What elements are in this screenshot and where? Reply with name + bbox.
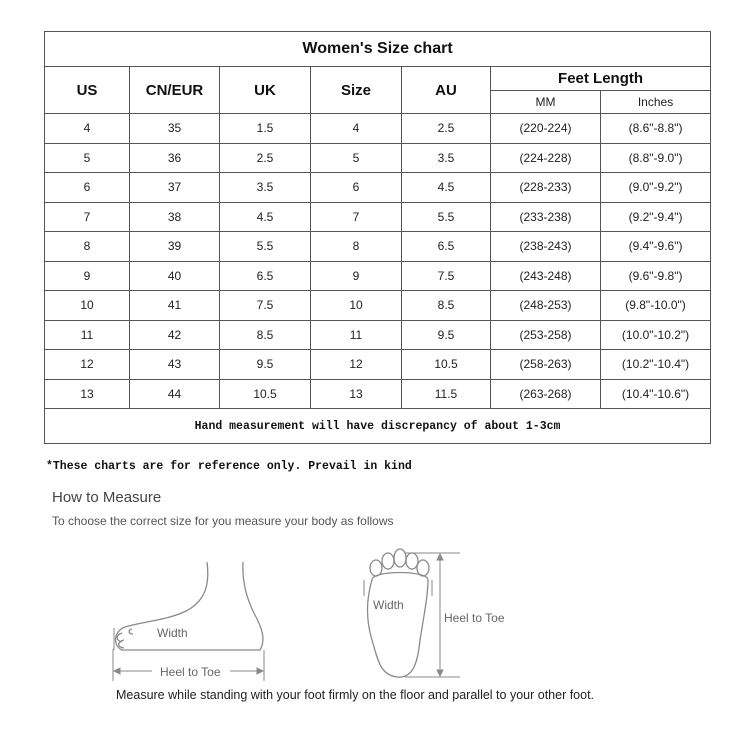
measure-instruction: Measure while standing with your foot firmly on the floor and parallel to your other foot.	[116, 688, 595, 702]
how-to-measure-title: How to Measure	[52, 489, 162, 506]
cell-inches: (8.8"-9.0")	[601, 143, 711, 173]
reference-disclaimer: *These charts are for reference only. Prevail in kind	[46, 460, 412, 473]
cell-mm: (238-243)	[491, 232, 601, 262]
column-header-inches: Inches	[601, 91, 711, 114]
column-header-mm: MM	[491, 91, 601, 114]
cell-size: 9	[311, 261, 402, 291]
cell-au: 11.5	[402, 379, 491, 409]
cell-au: 4.5	[402, 173, 491, 203]
cell-cn-eur: 38	[130, 202, 220, 232]
cell-cn-eur: 40	[130, 261, 220, 291]
cell-inches: (10.2"-10.4")	[601, 350, 711, 380]
cell-cn-eur: 44	[130, 379, 220, 409]
cell-inches: (9.6"-9.8")	[601, 261, 711, 291]
cell-mm: (228-233)	[491, 173, 601, 203]
cell-mm: (253-258)	[491, 320, 601, 350]
cell-size: 8	[311, 232, 402, 262]
column-header-us: US	[45, 67, 130, 114]
cell-cn-eur: 35	[130, 114, 220, 144]
column-header-cn-eur: CN/EUR	[130, 67, 220, 114]
cell-cn-eur: 37	[130, 173, 220, 203]
column-header-uk: UK	[220, 67, 311, 114]
cell-us: 4	[45, 114, 130, 144]
cell-size: 10	[311, 291, 402, 321]
cell-size: 6	[311, 173, 402, 203]
cell-mm: (258-263)	[491, 350, 601, 380]
cell-size: 11	[311, 320, 402, 350]
cell-uk: 8.5	[220, 320, 311, 350]
cell-us: 13	[45, 379, 130, 409]
cell-uk: 4.5	[220, 202, 311, 232]
cell-au: 5.5	[402, 202, 491, 232]
cell-inches: (9.0"-9.2")	[601, 173, 711, 203]
cell-us: 9	[45, 261, 130, 291]
cell-size: 13	[311, 379, 402, 409]
sole-width-label: Width	[373, 598, 404, 612]
cell-inches: (10.0"-10.2")	[601, 320, 711, 350]
cell-us: 7	[45, 202, 130, 232]
measurement-note: Hand measurement will have discrepancy of about 1-3cm	[45, 409, 711, 444]
cell-cn-eur: 36	[130, 143, 220, 173]
cell-au: 10.5	[402, 350, 491, 380]
cell-uk: 7.5	[220, 291, 311, 321]
cell-inches: (9.2"-9.4")	[601, 202, 711, 232]
cell-mm: (243-248)	[491, 261, 601, 291]
cell-size: 5	[311, 143, 402, 173]
cell-us: 12	[45, 350, 130, 380]
cell-us: 5	[45, 143, 130, 173]
cell-inches: (9.4"-9.6")	[601, 232, 711, 262]
cell-uk: 3.5	[220, 173, 311, 203]
cell-uk: 9.5	[220, 350, 311, 380]
cell-inches: (10.4"-10.6")	[601, 379, 711, 409]
cell-au: 7.5	[402, 261, 491, 291]
cell-au: 8.5	[402, 291, 491, 321]
cell-inches: (8.6"-8.8")	[601, 114, 711, 144]
column-header-feet-length: Feet Length	[491, 67, 711, 91]
cell-mm: (248-253)	[491, 291, 601, 321]
cell-cn-eur: 41	[130, 291, 220, 321]
cell-size: 4	[311, 114, 402, 144]
cell-cn-eur: 39	[130, 232, 220, 262]
cell-au: 9.5	[402, 320, 491, 350]
table-title: Women's Size chart	[45, 32, 711, 67]
cell-us: 8	[45, 232, 130, 262]
cell-us: 11	[45, 320, 130, 350]
sole-foot-icon	[368, 549, 430, 677]
cell-inches: (9.8"-10.0")	[601, 291, 711, 321]
cell-uk: 10.5	[220, 379, 311, 409]
cell-us: 10	[45, 291, 130, 321]
cell-uk: 5.5	[220, 232, 311, 262]
sole-length-label: Heel to Toe	[444, 611, 505, 625]
cell-size: 12	[311, 350, 402, 380]
cell-cn-eur: 43	[130, 350, 220, 380]
cell-mm: (224-228)	[491, 143, 601, 173]
cell-uk: 6.5	[220, 261, 311, 291]
side-width-label: Width	[157, 626, 188, 640]
side-length-label: Heel to Toe	[160, 665, 221, 679]
cell-mm: (263-268)	[491, 379, 601, 409]
cell-au: 3.5	[402, 143, 491, 173]
column-header-size: Size	[311, 67, 402, 114]
cell-uk: 1.5	[220, 114, 311, 144]
cell-cn-eur: 42	[130, 320, 220, 350]
column-header-au: AU	[402, 67, 491, 114]
cell-size: 7	[311, 202, 402, 232]
cell-uk: 2.5	[220, 143, 311, 173]
how-to-measure-subtitle: To choose the correct size for you measure your body as follows	[52, 514, 394, 528]
side-foot-icon	[116, 562, 263, 650]
cell-au: 6.5	[402, 232, 491, 262]
sole-width-arrow	[364, 580, 432, 596]
cell-au: 2.5	[402, 114, 491, 144]
cell-mm: (233-238)	[491, 202, 601, 232]
cell-mm: (220-224)	[491, 114, 601, 144]
cell-us: 6	[45, 173, 130, 203]
